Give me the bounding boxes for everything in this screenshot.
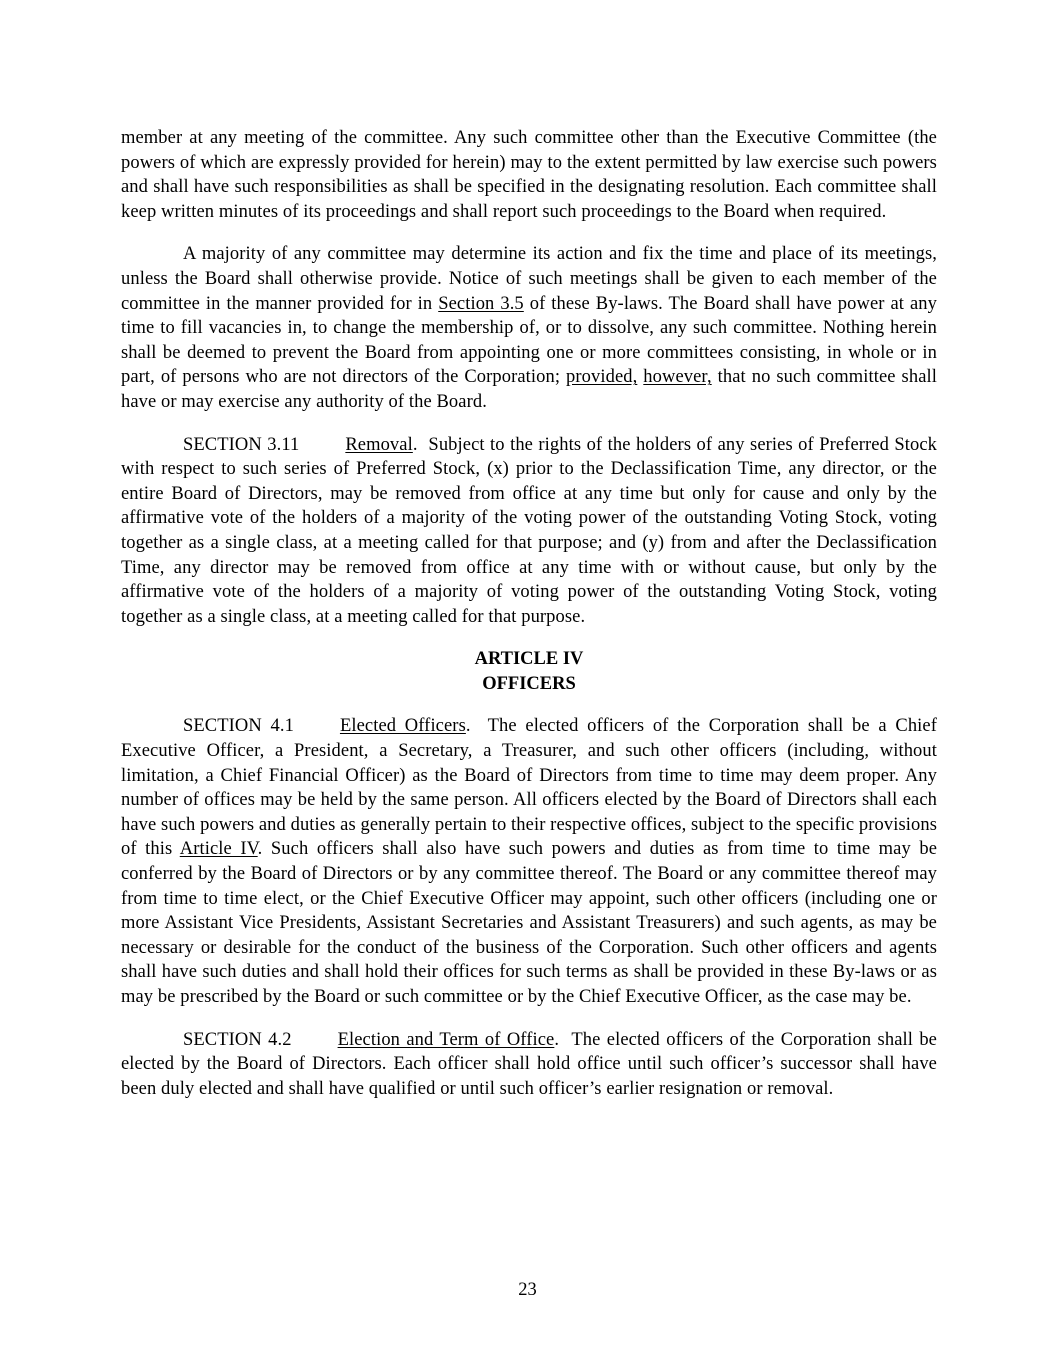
section-number: SECTION 3.11: [183, 434, 300, 455]
provided-term: provided,: [566, 367, 638, 388]
section-title-election-term: Election and Term of Office: [337, 1029, 555, 1050]
section-3-5-reference: Section 3.5: [438, 293, 524, 314]
paragraph-text: . The elected officers of the Corporation shall be elected by the Board of Directors. Each officer shall hold office until such officer’s successor shall have been duly elected and shall have qualified or until such officer’s earlier resignation or removal.: [121, 1029, 937, 1099]
document-content: [121, 126, 937, 1119]
section-number: SECTION 4.1: [183, 716, 294, 737]
paragraph-text: A majority of any committee may determine its action and fix the time and place of its meetings, unless the Board shall otherwise provide. Notice of such meetings shall be given to each member of the committee in the manner provided for in: [121, 244, 937, 314]
article-number: ARTICLE IV: [474, 649, 584, 670]
page-number: 23: [518, 1280, 537, 1300]
paragraph-text: . Subject to the rights of the holders of any series of Preferred Stock with respect to such series of Preferred Stock, (x) prior to the Declassification Time, any director, or the entire Board of Directors, may be removed from office at any time but only for cause and only by the affirmative vote of the holders of a majority of the voting power of the outstanding Voting Stock, voting together as a single class, at a meeting called for that purpose; and (y) from and after the Declassification Time, any director may be removed from office at any time with or without cause, but only by the affirmative vote of the holders of a majority of voting power of the outstanding Voting Stock, voting together as a single class, at a meeting called for that purpose.: [121, 434, 938, 627]
article-iv-reference: Article IV: [179, 839, 258, 860]
section-number: SECTION 4.2: [183, 1029, 292, 1050]
paragraph-section-4-2: [121, 1028, 937, 1102]
paragraph-text: that no such committee shall have or may exercise any authority of the Board.: [121, 367, 937, 412]
section-title-elected-officers: Elected Officers: [339, 716, 466, 737]
paragraph-section-4-1: [121, 714, 937, 1009]
however-term: however,: [643, 367, 712, 388]
paragraph-committee-majority: [121, 242, 937, 414]
paragraph-section-3-11: [121, 433, 937, 630]
article-heading: [121, 647, 937, 696]
paragraph-text: of these By-laws. The Board shall have power at any time to fill vacancies in, to change the membership of, or to dissolve, any such committee. Nothing herein shall be deemed to prevent the Board from appointing one or more committees consisting, in whole or in part, of persons who are not directors of the Corporation;: [121, 293, 937, 388]
paragraph-text: . Such officers shall also have such powers and duties as from time to time may be conferred by the Board of Directors or by any committee thereof. The Board or any committee thereof may from time to time elect, or the Chief Executive Officer may appoint, such other officers (including one or more Assistant Vice Presidents, Assistant Secretaries and Assistant Treasurers) and such agents, as may be necessary or desirable for the conduct of the business of the Corporation. Such other officers and agents shall have such duties and shall hold their offices for such terms as shall be provided in these By-laws or as may be prescribed by the Board or such committee or by the Chief Executive Officer, as the case may be.: [121, 839, 938, 1007]
article-title: OFFICERS: [482, 673, 576, 694]
paragraph-committee-continuation: [121, 126, 937, 224]
paragraph-text: member at any meeting of the committee. Any such committee other than the Executive Committee (the powers of which are expressly provided for herein) may to the extent permitted by law exercise such powers and shall have such responsibilities as shall be specified in the designating resolution. Each committee shall keep written minutes of its proceedings and shall report such proceedings to the Board when required.: [121, 128, 937, 222]
paragraph-text: . The elected officers of the Corporation shall be a Chief Executive Officer, a President, a Secretary, a Treasurer, and such other officers (including, without limitation, a Chief Financial Officer) as the Board of Directors from time to time may deem proper. Any number of offices may be held by the same person. All officers elected by the Board of Directors shall each have such powers and duties as generally pertain to their respective offices, subject to the specific provisions of this: [121, 716, 937, 860]
section-title-removal: Removal: [345, 434, 413, 455]
